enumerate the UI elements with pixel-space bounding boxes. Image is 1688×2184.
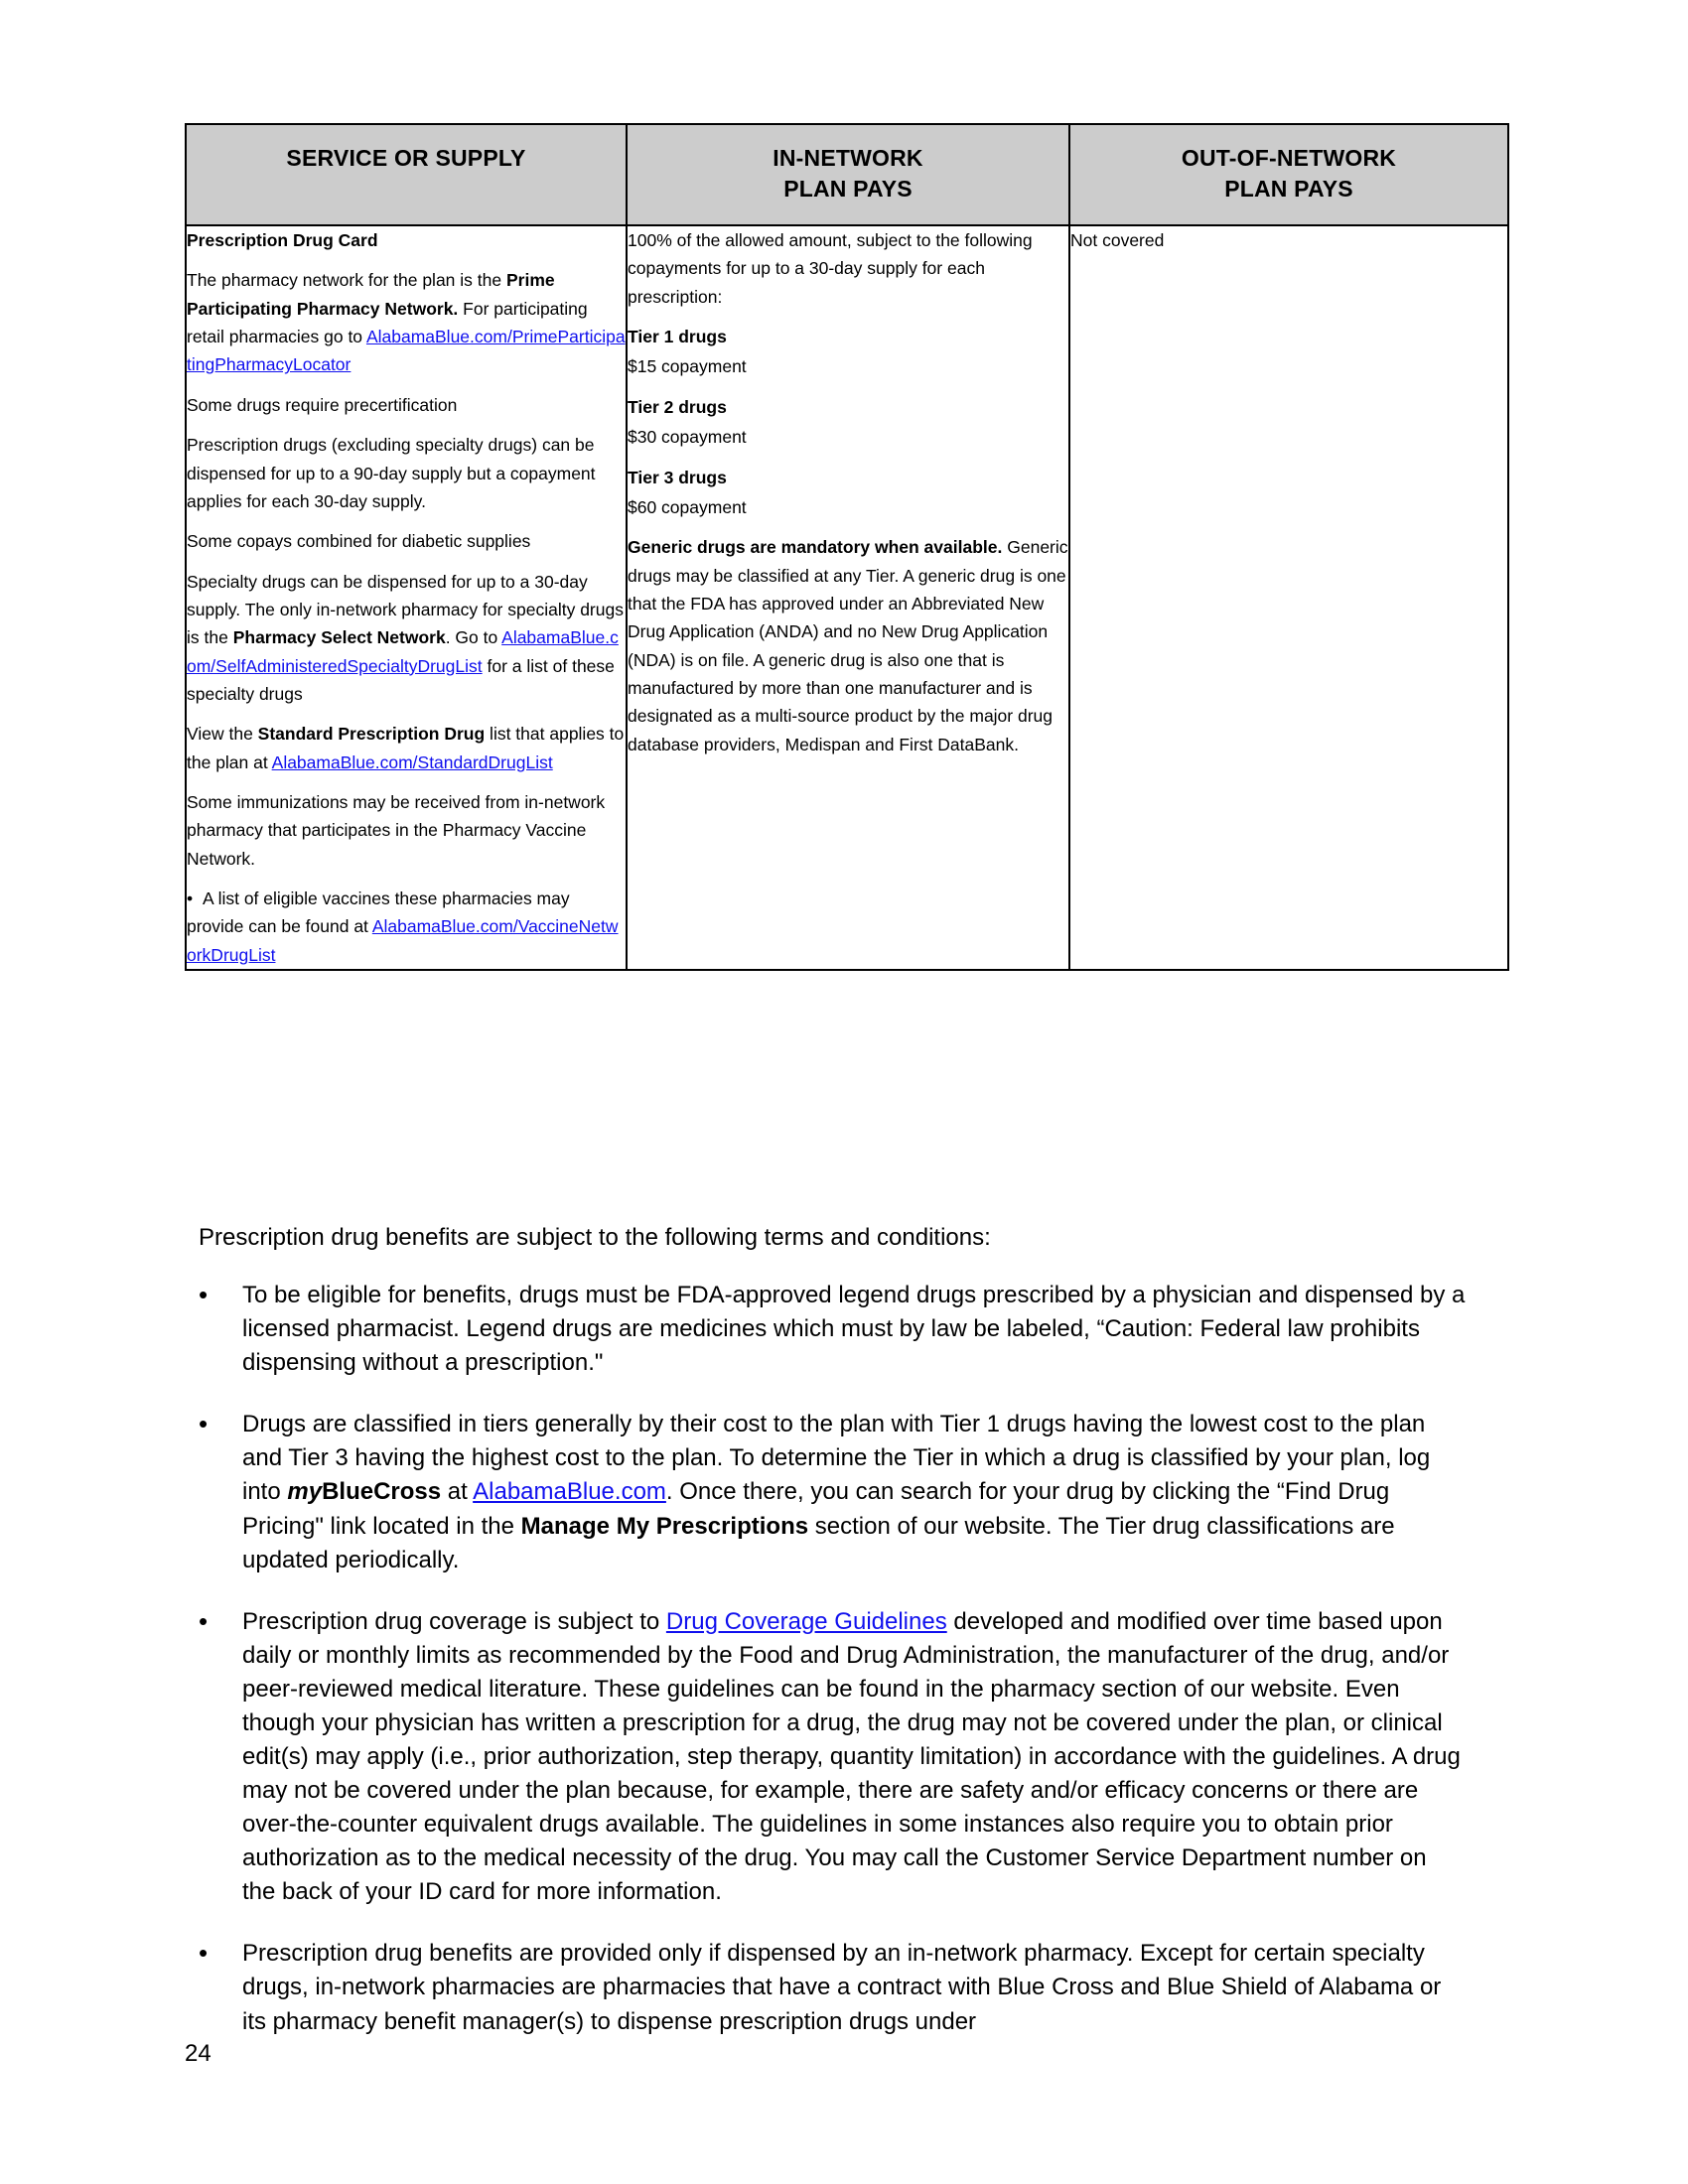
terms-bullet-coverage-guidelines xyxy=(185,1605,1466,1910)
link-self-administered-specialty-drug-list[interactable]: AlabamaBlue.com/SelfAdministeredSpecialtyDrugList xyxy=(187,627,619,676)
column-header-out-of-network-line1: OUT-OF-NETWORK xyxy=(1181,145,1397,171)
column-header-in-network-line1: IN-NETWORK xyxy=(773,145,923,171)
cell-service-or-supply xyxy=(186,225,627,970)
terms-b2-a: Drugs are classified in tiers generally by their cost to the plan with Tier 1 drugs having the lowest cost to the plan and Tier 3 having the highest cost to the plan. To determine the Tier in which a drug is classified by your plan, log into xyxy=(242,1411,1431,1506)
table-header xyxy=(186,124,1508,225)
service-p6-a: View the xyxy=(187,724,258,745)
link-standard-drug-list[interactable]: AlabamaBlue.com/StandardDrugList xyxy=(271,751,553,772)
column-header-in-network xyxy=(627,124,1069,225)
table-row xyxy=(186,225,1508,970)
column-header-service-label: SERVICE OR SUPPLY xyxy=(286,145,526,171)
service-p5-d: for a list of these specialty drugs xyxy=(187,655,615,704)
mybluecross-my: my xyxy=(287,1478,323,1506)
manage-my-prescriptions-bold: Manage My Prescriptions xyxy=(520,1512,809,1540)
service-paragraph-90day: Prescription drugs (excluding specialty drugs) can be dispensed for up to a 90-day supply but a copayment applies for each 30-day supply. xyxy=(187,435,596,511)
mybluecross-rest: BlueCross xyxy=(322,1478,442,1506)
column-header-out-of-network xyxy=(1069,124,1508,225)
terms-intro-text: Prescription drug benefits are subject to the following terms and conditions: xyxy=(199,1224,991,1251)
tier-2-label xyxy=(628,393,1068,421)
bullet-dot-icon: • xyxy=(187,887,194,908)
service-p5-bold: Pharmacy Select Network xyxy=(232,627,446,648)
service-p6-bold: Standard Prescription Drug xyxy=(257,724,486,745)
link-drug-coverage-guidelines[interactable]: Drug Coverage Guidelines xyxy=(665,1607,947,1635)
service-paragraph-specialty xyxy=(187,568,626,709)
generic-drugs-bold: Generic drugs are mandatory when available. xyxy=(628,537,1003,558)
column-header-in-network-line2: PLAN PAYS xyxy=(783,176,913,203)
terms-b3-a: Prescription drug coverage is subject to xyxy=(242,1607,666,1635)
service-p8-a: A list of eligible vaccines these pharmacies may provide can be found at xyxy=(187,887,570,937)
column-header-service xyxy=(186,124,627,225)
service-paragraph-precertification: Some drugs require precertification xyxy=(187,394,458,415)
terms-b2-c: . Once there, you can search for your drug by clicking the “Find Drug Pricing" link located in the xyxy=(242,1478,1390,1540)
link-vaccine-network-drug-list[interactable]: AlabamaBlue.com/VaccineNetworkDrugList xyxy=(187,916,619,965)
tier-3-label xyxy=(628,464,1068,491)
service-bullet-vaccines xyxy=(187,885,626,969)
tier-2-value: $30 copayment xyxy=(628,427,747,448)
terms-bullet-eligibility: • To be eligible for benefits, drugs must be FDA-approved legend drugs prescribed by a physician and dispensed by a licensed pharmacist. Legend drugs are medicines which must by law be labeled, “Caution: Federal law prohibits dispensing without a prescription." xyxy=(185,1279,1466,1380)
tier-1-label xyxy=(628,323,1068,350)
terms-b2-d: section of our website. The Tier drug classifications are updated periodically. xyxy=(242,1512,1395,1573)
service-p5-c: . Go to xyxy=(445,627,502,648)
service-p1-bold: Prime Participating Pharmacy Network. xyxy=(187,270,555,319)
service-paragraph-standard-drug-list xyxy=(187,720,626,776)
service-paragraph-diabetic: Some copays combined for diabetic supplies xyxy=(187,531,531,552)
service-p6-c: list that applies to the plan at xyxy=(187,724,625,772)
service-p5-a: Specialty drugs can be dispensed for up to a 30-day supply. The only in-network pharmacy for specialty drugs is the xyxy=(187,571,624,648)
link-alabamablue-com[interactable]: AlabamaBlue.com xyxy=(473,1478,666,1506)
service-paragraph-immunizations: Some immunizations may be received from in-network pharmacy that participates in the Pharmacy Vaccine Network. xyxy=(187,791,606,869)
terms-and-conditions-section xyxy=(185,1221,1466,2039)
out-of-network-value: Not covered xyxy=(1070,230,1165,251)
cell-out-of-network-plan-pays xyxy=(1069,225,1508,970)
service-paragraph-network xyxy=(187,266,626,378)
table-header-row xyxy=(186,124,1508,225)
terms-b3-b: developed and modified over time based upon daily or monthly limits as recommended by the Food and Drug Administration, the manufacturer of the drug, and/or peer-reviewed medical literature. These guidelines can be found in the pharmacy section of our website. Even though your physician has written a prescription for a drug, the drug may not be covered under the plan, or clinical edit(s) may apply (i.e., prior authorization, step therapy, quantity limitation) in accordance with the guidelines. A drug may not be covered under the plan because, for example, there are safety and/or efficacy concerns or there are over-the-counter equivalent drugs available. The guidelines in some instances also require you to obtain prior authorization as to the medical necessity of the drug. You may call the Customer Service Department number on the back of your ID card for more information. xyxy=(242,1607,1461,1906)
terms-bullet-in-network-pharmacy: • Prescription drug benefits are provided only if dispensed by an in-network pharmacy. Except for certain specialty drugs, in-network pharmacies are pharmacies that have a contract with Blue Cross and Blue Shield of Alabama or its pharmacy benefit manager(s) to dispense prescription drugs under xyxy=(185,1937,1466,2038)
tier-3-label-text: Tier 3 drugs xyxy=(628,467,727,487)
terms-b2-b: at xyxy=(441,1478,474,1506)
tier-1-label-text: Tier 1 drugs xyxy=(628,327,727,347)
column-header-out-of-network-line2: PLAN PAYS xyxy=(1224,176,1353,203)
terms-list xyxy=(185,1279,1466,2039)
in-network-allowed-amount: 100% of the allowed amount, subject to the following copayments for up to a 30-day supply for each prescription: xyxy=(628,230,1033,307)
service-title xyxy=(187,226,626,254)
tier-1-value: $15 copayment xyxy=(628,356,747,377)
generic-drugs-paragraph xyxy=(628,533,1068,758)
tier-2-label-text: Tier 2 drugs xyxy=(628,396,727,417)
cell-in-network-plan-pays xyxy=(627,225,1069,970)
table-body xyxy=(186,225,1508,970)
terms-bullet-tiers xyxy=(185,1408,1466,1576)
service-title-text: Prescription Drug Card xyxy=(187,230,378,251)
link-prime-participating-pharmacy-locator[interactable]: AlabamaBlue.com/PrimeParticipatingPharmacyLocator xyxy=(187,327,626,375)
tier-3-value: $60 copayment xyxy=(628,496,747,517)
mybluecross-brand xyxy=(287,1478,441,1505)
page-number: 24 xyxy=(185,2040,211,2067)
service-p1-a: The pharmacy network for the plan is the xyxy=(187,270,506,291)
generic-drugs-rest: Generic drugs may be classified at any Tier. A generic drug is one that the FDA has approved under an Abbreviated New Drug Application (ANDA) and no New Drug Application (NDA) is on file. A generic drug is also one that is manufactured by more than one manufacturer and is designated as a multi-source product by the major drug database providers, Medispan and First DataBank. xyxy=(628,537,1068,754)
service-p1-c: For participating retail pharmacies go to xyxy=(187,298,588,347)
benefits-table xyxy=(185,123,1509,971)
